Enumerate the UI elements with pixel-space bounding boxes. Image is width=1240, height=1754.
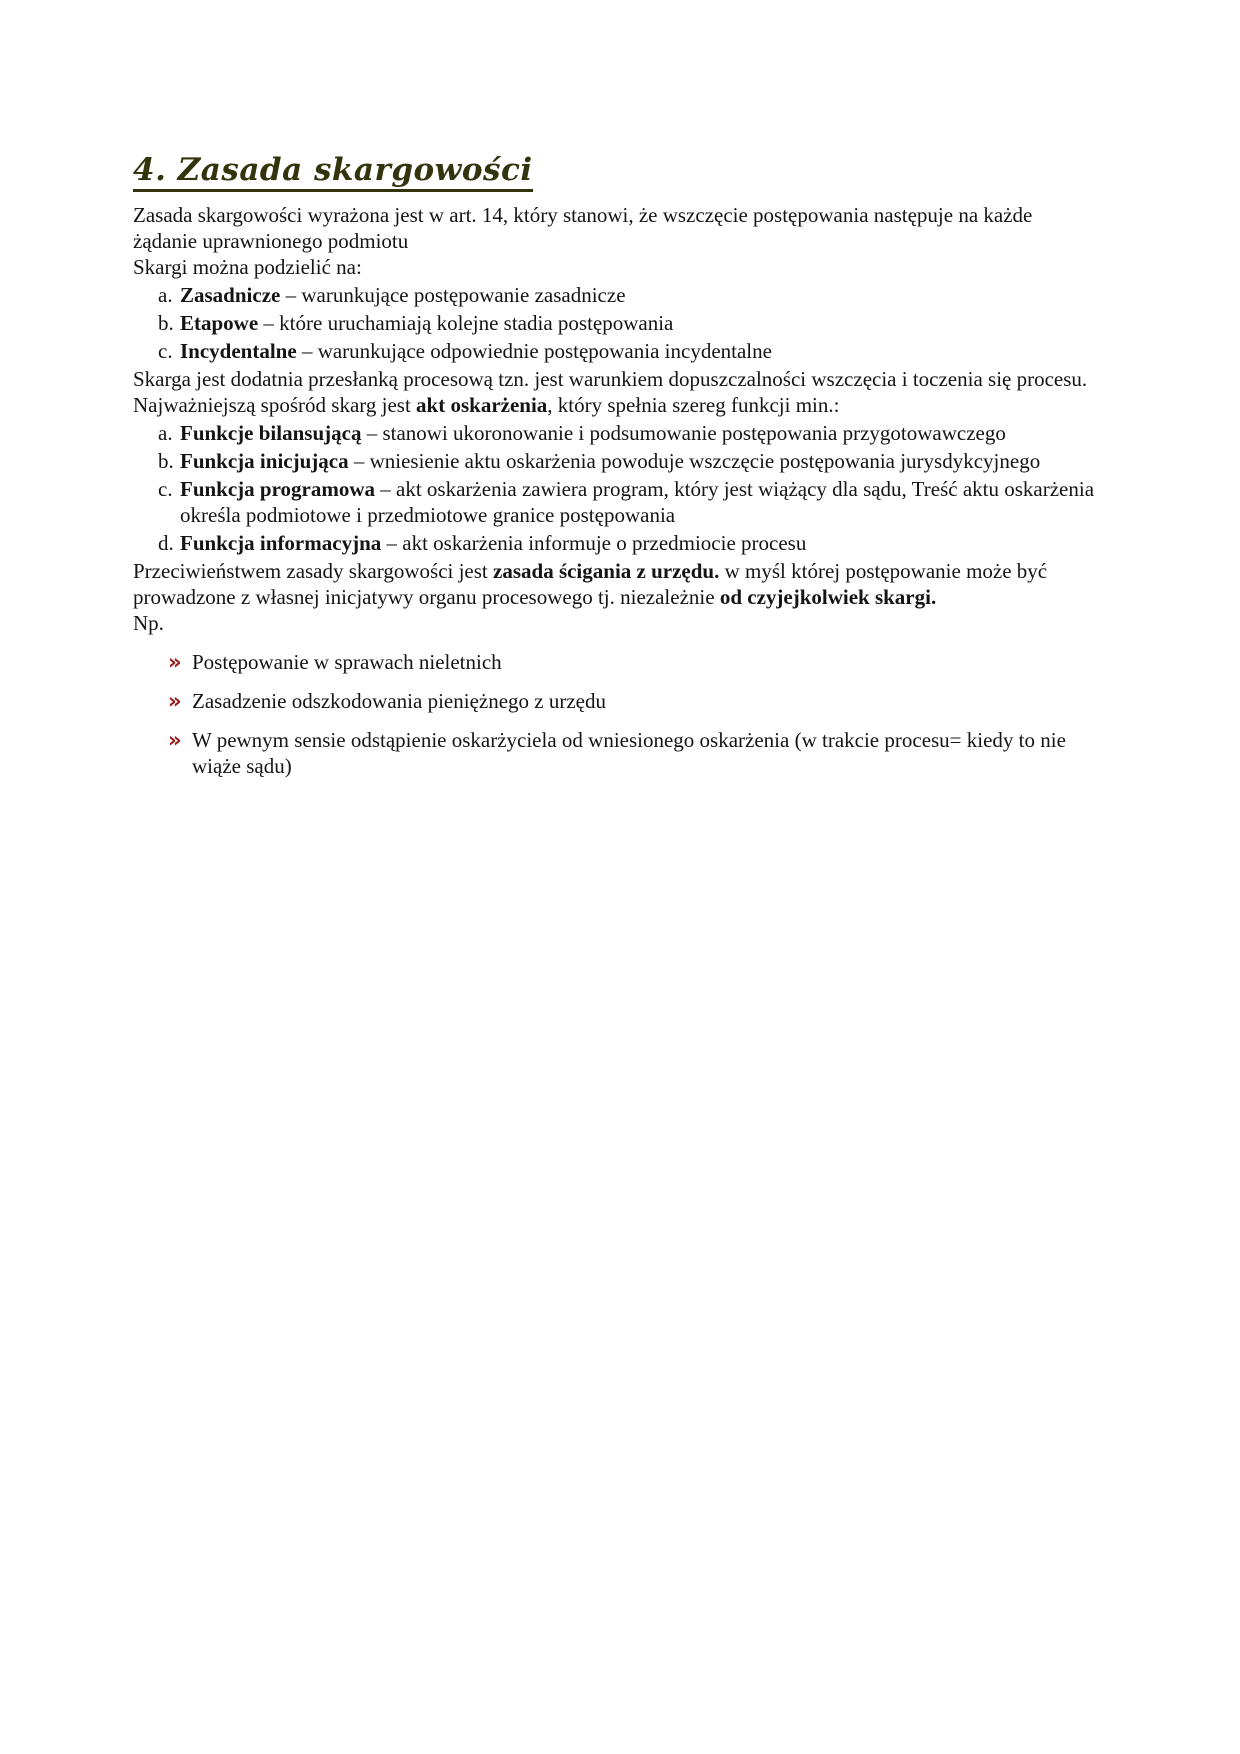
list-term: Etapowe xyxy=(180,311,259,335)
page-title: 4. Zasada skargowości xyxy=(133,152,533,192)
list-item xyxy=(133,282,1098,308)
list-marker: b. xyxy=(158,311,174,335)
list-rest: – stanowi ukoronowanie i podsumowanie postępowania przygotowawczego xyxy=(361,421,1006,445)
list-item-text xyxy=(180,448,1098,474)
chevron-bullet-icon: » xyxy=(168,728,182,752)
list-marker: c. xyxy=(158,339,173,363)
division-intro-text: Skargi można podzielić na: xyxy=(133,255,362,279)
list-rest: – wniesienie aktu oskarżenia powoduje wszczęcie postępowania jurysdykcyjnego xyxy=(348,449,1041,473)
list-item xyxy=(133,310,1098,336)
list-item xyxy=(133,649,1098,675)
list-marker: a. xyxy=(158,421,173,445)
list-term: Funkcje bilansującą xyxy=(180,421,362,445)
complaint-types-list xyxy=(133,282,1098,364)
list-marker: c. xyxy=(158,477,173,501)
list-term: Incydentalne xyxy=(180,339,297,363)
paragraph-intro xyxy=(133,202,1098,254)
premise-text: Skarga jest dodatnia przesłanką procesową tzn. jest warunkiem dopuszczalności wszczęcia i toczenia się procesu. xyxy=(133,367,1088,391)
chevron-bullet-icon: » xyxy=(168,689,182,713)
list-item-text xyxy=(180,310,1098,336)
opposite-pre: Przeciwieństwem zasady skargowości jest xyxy=(133,559,494,583)
list-item-text xyxy=(180,420,1098,446)
paragraph-division-intro xyxy=(133,254,1098,280)
example-text: Zasadzenie odszkodowania pieniężnego z urzędu xyxy=(192,689,606,713)
paragraph-opposite xyxy=(133,558,1098,610)
list-rest: – akt oskarżenia informuje o przedmiocie procesu xyxy=(381,531,807,555)
list-item xyxy=(133,476,1098,528)
example-text: Postępowanie w sprawach nieletnich xyxy=(192,650,502,674)
functions-intro-pre: Najważniejszą spośród skarg jest xyxy=(133,393,417,417)
list-item xyxy=(133,420,1098,446)
opposite-bold2: od czyjejkolwiek skargi. xyxy=(719,585,937,609)
examples-label: Np. xyxy=(133,611,164,635)
paragraph-functions-intro xyxy=(133,392,1098,418)
list-item-text xyxy=(180,476,1098,528)
document-content xyxy=(133,152,1098,779)
list-marker: d. xyxy=(158,531,174,555)
list-item xyxy=(133,688,1098,714)
paragraph-premise xyxy=(133,366,1098,392)
list-item-text xyxy=(180,282,1098,308)
functions-list xyxy=(133,420,1098,556)
list-item xyxy=(133,727,1098,779)
list-rest: – które uruchamiają kolejne stadia postępowania xyxy=(258,311,674,335)
example-text: W pewnym sensie odstąpienie oskarżyciela od wniesionego oskarżenia (w trakcie procesu= kiedy to nie wiąże sądu) xyxy=(192,728,1066,778)
list-term: Zasadnicze xyxy=(180,283,281,307)
list-rest: – warunkujące odpowiednie postępowania incydentalne xyxy=(296,339,772,363)
list-item xyxy=(133,448,1098,474)
list-marker: b. xyxy=(158,449,174,473)
examples-list xyxy=(133,649,1098,779)
list-rest: – warunkujące postępowanie zasadnicze xyxy=(280,283,626,307)
intro-text: Zasada skargowości wyrażona jest w art. 14, który stanowi, że wszczęcie postępowania następuje na każde żądanie uprawnionego podmiotu xyxy=(133,203,1033,253)
list-item-text xyxy=(180,338,1098,364)
list-term: Funkcja informacyjna xyxy=(180,531,382,555)
list-term: Funkcja inicjująca xyxy=(180,449,349,473)
list-term: Funkcja programowa xyxy=(180,477,376,501)
list-item xyxy=(133,338,1098,364)
list-item xyxy=(133,530,1098,556)
functions-intro-post: , który spełnia szereg funkcji min.: xyxy=(547,393,840,417)
functions-intro-bold: akt oskarżenia xyxy=(416,393,548,417)
list-rest: – akt oskarżenia zawiera program, który jest wiążący dla sądu, Treść aktu oskarżenia określa podmiotowe i przedmiotowe granice postępowania xyxy=(180,477,1095,527)
list-marker: a. xyxy=(158,283,173,307)
chevron-bullet-icon: » xyxy=(168,650,182,674)
opposite-bold: zasada ścigania z urzędu. xyxy=(493,559,720,583)
list-item-text xyxy=(180,530,1098,556)
opposite-mid: w myśl której postępowanie może być prowadzone z własnej inicjatywy organu procesowego tj. niezależnie xyxy=(133,559,1048,609)
